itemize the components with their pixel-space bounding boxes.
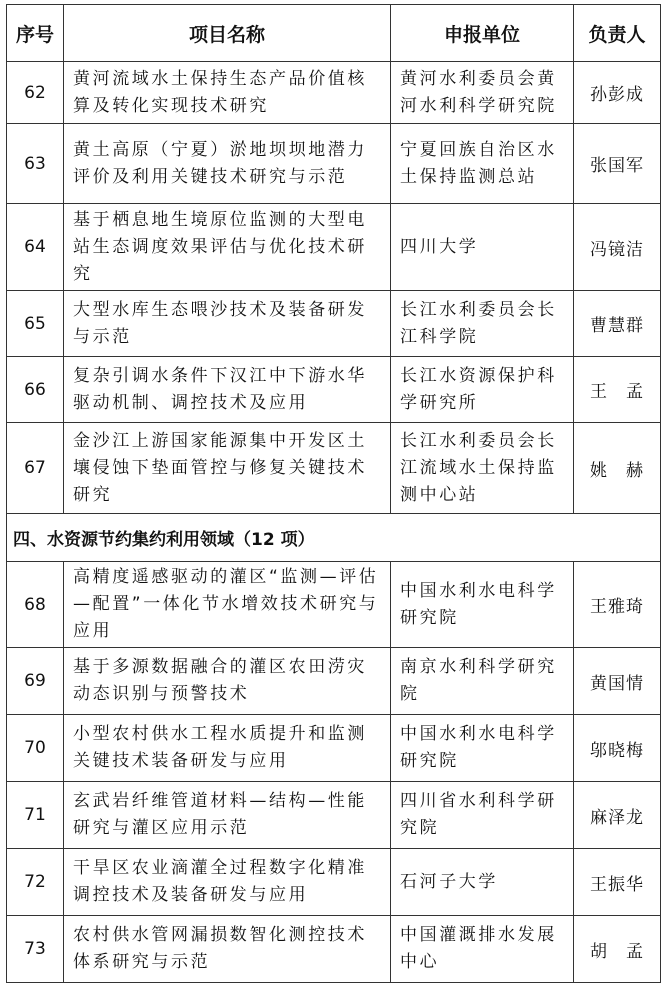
project-name: 大型水库生态喂沙技术及装备研发与示范: [64, 291, 391, 357]
header-name: 项目名称: [64, 5, 391, 62]
project-name: 复杂引调水条件下汉江中下游水华驱动机制、调控技术及应用: [64, 357, 391, 423]
project-name: 玄武岩纤维管道材料—结构—性能研究与灌区应用示范: [64, 782, 391, 849]
project-name: 金沙江上游国家能源集中开发区土壤侵蚀下垫面管控与修复关键技术研究: [64, 423, 391, 514]
row-num: 71: [7, 782, 64, 849]
applicant-unit: 黄河水利委员会黄河水利科学研究院: [391, 62, 574, 124]
row-num: 63: [7, 124, 64, 204]
person-in-charge: 黄国情: [574, 648, 661, 715]
applicant-unit: 宁夏回族自治区水土保持监测总站: [391, 124, 574, 204]
table-row: [7, 562, 661, 648]
table-row: [7, 648, 661, 715]
table-row: [7, 916, 661, 983]
row-num: 67: [7, 423, 64, 514]
section-row: [7, 514, 661, 562]
project-table: [6, 4, 661, 983]
applicant-unit: 南京水利科学研究院: [391, 648, 574, 715]
row-num: 72: [7, 849, 64, 916]
project-name: 黄土高原（宁夏）淤地坝坝地潜力评价及利用关键技术研究与示范: [64, 124, 391, 204]
table-row: [7, 204, 661, 291]
applicant-unit: 长江水资源保护科学研究所: [391, 357, 574, 423]
row-num: 70: [7, 715, 64, 782]
person-in-charge: 王 孟: [574, 357, 661, 423]
applicant-unit: 中国水利水电科学研究院: [391, 715, 574, 782]
project-name: 干旱区农业滴灌全过程数字化精准调控技术及装备研发与应用: [64, 849, 391, 916]
table-row: [7, 357, 661, 423]
project-name: 基于栖息地生境原位监测的大型电站生态调度效果评估与优化技术研究: [64, 204, 391, 291]
table-row: [7, 782, 661, 849]
applicant-unit: 四川大学: [391, 204, 574, 291]
person-in-charge: 曹慧群: [574, 291, 661, 357]
person-in-charge: 邬晓梅: [574, 715, 661, 782]
applicant-unit: 中国灌溉排水发展中心: [391, 916, 574, 983]
project-name: 高精度遥感驱动的灌区“监测—评估—配置”一体化节水增效技术研究与应用: [64, 562, 391, 648]
project-name: 黄河流域水土保持生态产品价值核算及转化实现技术研究: [64, 62, 391, 124]
person-in-charge: 孙彭成: [574, 62, 661, 124]
table-row: [7, 849, 661, 916]
header-person: 负责人: [574, 5, 661, 62]
row-num: 69: [7, 648, 64, 715]
applicant-unit: 中国水利水电科学研究院: [391, 562, 574, 648]
person-in-charge: 冯镜洁: [574, 204, 661, 291]
person-in-charge: 麻泽龙: [574, 782, 661, 849]
applicant-unit: 石河子大学: [391, 849, 574, 916]
table-row: [7, 291, 661, 357]
row-num: 62: [7, 62, 64, 124]
applicant-unit: 四川省水利科学研究院: [391, 782, 574, 849]
row-num: 64: [7, 204, 64, 291]
row-num: 73: [7, 916, 64, 983]
person-in-charge: 王雅琦: [574, 562, 661, 648]
table-row: [7, 423, 661, 514]
applicant-unit: 长江水利委员会长江科学院: [391, 291, 574, 357]
header-row: [7, 5, 661, 62]
section-title: 四、水资源节约集约利用领域（12 项）: [7, 514, 661, 562]
row-num: 68: [7, 562, 64, 648]
project-name: 基于多源数据融合的灌区农田涝灾动态识别与预警技术: [64, 648, 391, 715]
person-in-charge: 姚 赫: [574, 423, 661, 514]
project-name: 小型农村供水工程水质提升和监测关键技术装备研发与应用: [64, 715, 391, 782]
person-in-charge: 张国军: [574, 124, 661, 204]
row-num: 66: [7, 357, 64, 423]
table-row: [7, 124, 661, 204]
table-row: [7, 715, 661, 782]
person-in-charge: 胡 孟: [574, 916, 661, 983]
header-unit: 申报单位: [391, 5, 574, 62]
row-num: 65: [7, 291, 64, 357]
header-num: 序号: [7, 5, 64, 62]
person-in-charge: 王振华: [574, 849, 661, 916]
project-name: 农村供水管网漏损数智化测控技术体系研究与示范: [64, 916, 391, 983]
table-row: [7, 62, 661, 124]
applicant-unit: 长江水利委员会长江流域水土保持监测中心站: [391, 423, 574, 514]
